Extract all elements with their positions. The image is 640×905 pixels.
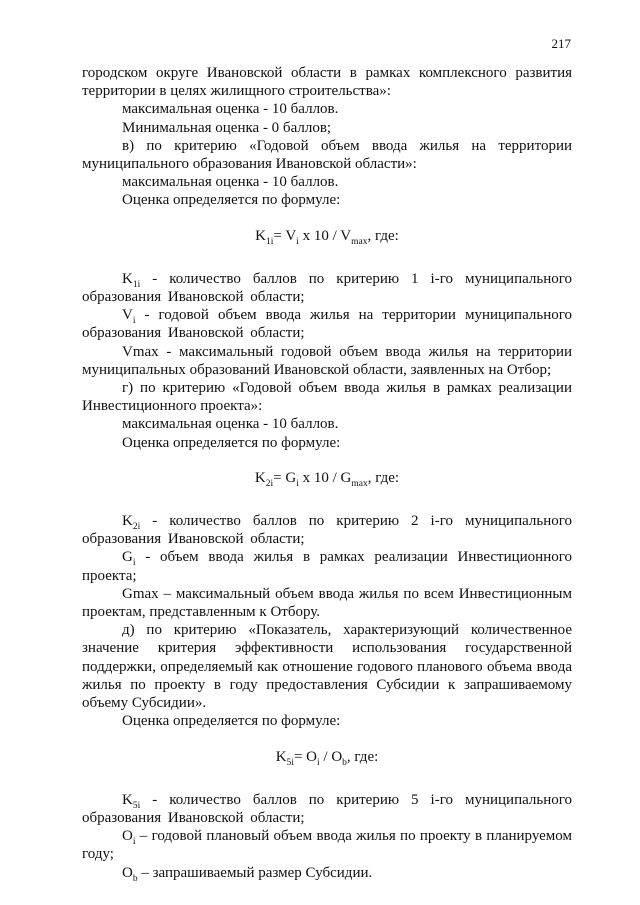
- term-definition: - количество баллов по критерию 1 i-го муниципального образования Ивановской области;: [82, 270, 573, 306]
- term-symbol: K: [122, 270, 133, 287]
- formula-symbol: G: [340, 469, 352, 486]
- formula-text: =: [273, 227, 286, 244]
- formula-text: , где:: [346, 748, 379, 765]
- term-symbol: G: [122, 549, 133, 566]
- formula-text: , где:: [367, 227, 399, 244]
- term-symbol: O: [122, 828, 133, 845]
- term-definition: - количество баллов по критерию 5 i-го муниципального образования Ивановской области;: [82, 791, 573, 826]
- formula-k5: [82, 748, 572, 766]
- paragraph: [82, 791, 572, 827]
- formula-symbol: V: [285, 227, 297, 244]
- page-number: 217: [551, 36, 571, 51]
- term-definition: - объем ввода жилья в рамках реализации Инвестиционного проекта;: [82, 549, 572, 584]
- paragraph: г) по критерию «Годовой объем ввода жилья в рамках реализации Инвестиционного проекта»:: [82, 380, 572, 415]
- paragraph: Оценка определяется по формуле:: [122, 192, 341, 209]
- paragraph: Gmax – максимальный объем ввода жилья по всем Инвестиционным проектам, представленным к Отбору.: [82, 585, 572, 621]
- term-definition: - количество баллов по критерию 2 i-го муниципального образования Ивановской области;: [82, 513, 573, 548]
- term-subscript: i: [132, 558, 136, 569]
- formula-k1: [82, 227, 572, 245]
- paragraph: Оценка определяется по формуле:: [122, 713, 341, 730]
- paragraph: городском округе Ивановской области в рамках комплексного развития территории в целях жилищного строительства»:: [82, 65, 572, 100]
- term-subscript: 5i: [132, 800, 141, 811]
- paragraph: [82, 827, 572, 863]
- formula-symbol: K: [255, 227, 267, 244]
- term-symbol: O: [122, 864, 133, 881]
- formula-text: x 10 /: [298, 469, 341, 486]
- paragraph: Минимальная оценка - 0 баллов;: [122, 119, 332, 136]
- paragraph: Vmax - максимальный годовой объем ввода жилья на территории муниципальных образований Ивановской области, заявленных на Отбор;: [82, 343, 572, 378]
- formula-subscript: b: [342, 757, 347, 768]
- document-body: [82, 64, 572, 882]
- formula-symbol: K: [254, 469, 266, 486]
- term-symbol: V: [122, 307, 133, 324]
- paragraph: [82, 512, 572, 548]
- term-subscript: i: [132, 316, 136, 327]
- paragraph: Оценка определяется по формуле:: [122, 434, 341, 451]
- formula-text: =: [273, 469, 286, 486]
- formula-text: =: [293, 748, 307, 765]
- paragraph: максимальная оценка - 10 баллов.: [122, 174, 339, 191]
- formula-subscript: i: [296, 478, 299, 489]
- term-definition: - годовой объем ввода жилья на территории муниципального образования Ивановской области;: [82, 307, 572, 342]
- formula-subscript: 1i: [266, 236, 274, 247]
- formula-text: /: [319, 748, 332, 765]
- formula-subscript: max: [351, 478, 368, 489]
- formula-symbol: G: [285, 469, 297, 486]
- term-symbol: K: [122, 513, 133, 530]
- paragraph: д) по критерию «Показатель, характеризующий количественное значение критерия эффективности использования государственной поддержки, определяемый как отношение годового планового объема ввода жилья по проекту в году предоставления Субсидии к запрашиваемому объему Субсидии».: [82, 622, 572, 712]
- term-subscript: 1i: [132, 279, 141, 290]
- formula-symbol: V: [340, 227, 352, 244]
- paragraph: в) по критерию «Годовой объем ввода жилья на территории муниципального образования Ивановской области»:: [82, 137, 572, 173]
- formula-subscript: i: [296, 236, 299, 247]
- formula-symbol: O: [306, 748, 317, 765]
- formula-subscript: max: [351, 236, 368, 247]
- paragraph: [82, 306, 572, 342]
- formula-text: , где:: [367, 469, 400, 486]
- term-subscript: 2i: [132, 522, 141, 533]
- term-subscript: i: [132, 837, 136, 848]
- term-subscript: b: [132, 873, 138, 884]
- term-symbol: K: [122, 791, 133, 808]
- term-definition: – годовой плановый объем ввода жилья по проекту в планируемом году;: [82, 828, 573, 863]
- formula-symbol: O: [331, 748, 343, 765]
- paragraph: [82, 270, 572, 306]
- paragraph: максимальная оценка - 10 баллов.: [122, 101, 339, 118]
- formula-k2: [82, 469, 572, 487]
- formula-text: x 10 /: [298, 227, 341, 244]
- paragraph: [82, 864, 572, 882]
- paragraph: [82, 548, 572, 584]
- paragraph: максимальная оценка - 10 баллов.: [122, 416, 339, 433]
- formula-subscript: 5i: [286, 757, 294, 768]
- formula-subscript: i: [317, 757, 320, 768]
- term-definition: – запрашиваемый размер Субсидии.: [141, 864, 373, 881]
- formula-symbol: K: [275, 748, 287, 765]
- formula-subscript: 2i: [265, 478, 274, 489]
